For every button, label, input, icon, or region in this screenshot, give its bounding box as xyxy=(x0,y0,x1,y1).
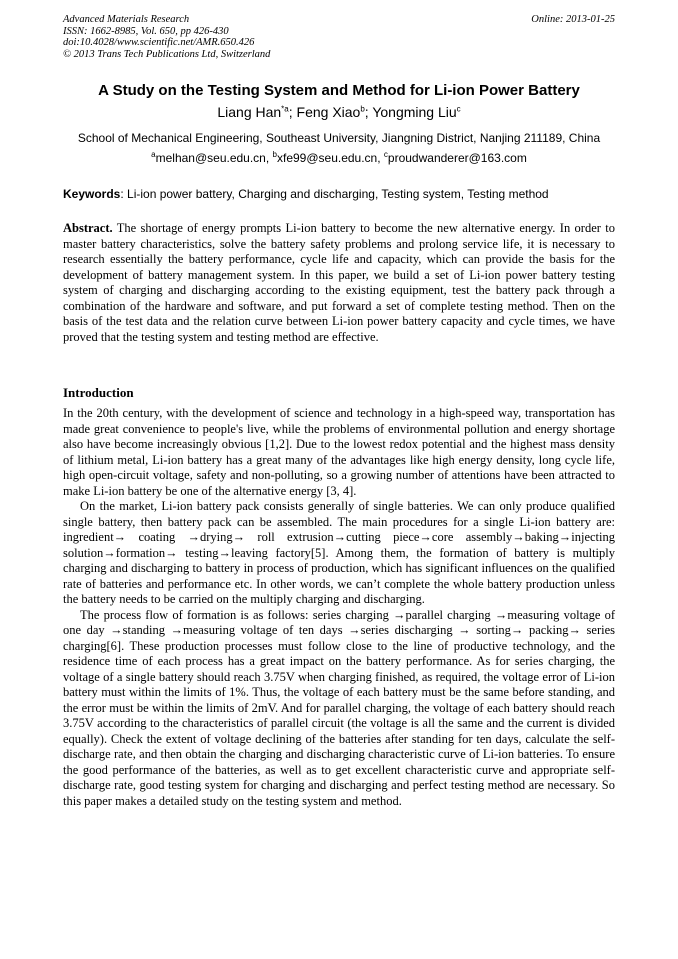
journal-header xyxy=(63,14,615,60)
issn-line: ISSN: 1662-8985, Vol. 650, pp 426-430 xyxy=(63,25,229,37)
email-separator: , xyxy=(377,151,384,165)
author-separator: ; xyxy=(364,104,373,120)
email-mark: c xyxy=(383,150,388,159)
email-mark: a xyxy=(151,150,156,159)
author-name: Feng Xiao xyxy=(296,104,361,120)
keywords xyxy=(63,186,615,202)
paragraph: On the market, Li-ion battery pack consists generally of single batteries. We can only produce qualified single battery, then battery pack can be assembled. The main procedures for a single Li-ion battery are: ingredient→ coating →drying→ roll extrusion→cutting piece→core assembly→baking→injecting solution→formation→ testing→leaving factory[5]. Among them, the formation of battery is multiply charging and discharging to battery in process of production, which has significant influences on the qualified rate of batteries and performance etc. In other words, we can’t complete the whole battery production unless the battery needs to be carried on the multiply charging and discharging. xyxy=(63,499,615,606)
copyright-line: © 2013 Trans Tech Publications Ltd, Switzerland xyxy=(63,48,271,60)
abstract-text: The shortage of energy prompts Li-ion battery to become the new alternative energy. In order to master battery characteristics, solve the battery safety problems and prolong service life, it is necessary to research essentially the battery performance, cycle life and capacity, which can provide the basis for the development of battery management system. In this paper, we build a set of Li-ion power battery testing system of charging and discharging according to the existing equipment, test the battery pack through a combination of the hardware and software, and put forward a set of complete testing method. Then on the basis of the test data and the relation curve between Li-ion power battery capacity and cycle times, we have proved that the testing system and testing method are effective. xyxy=(63,221,615,344)
paper-title: A Study on the Testing System and Method for Li-ion Power Battery xyxy=(98,82,580,99)
email-address: xfe99@seu.edu.cn xyxy=(276,151,378,165)
affiliation: School of Mechanical Engineering, Southeast University, Jiangning District, Nanjing 211189, China xyxy=(77,131,601,145)
introduction-body xyxy=(63,406,615,809)
author-list xyxy=(40,103,638,121)
paragraph: The process flow of formation is as follows: series charging →parallel charging →measuring voltage of one day →standing →measuring voltage of ten days →series discharging → sorting→ packing→ series charging[6]. These production processes must follow close to the line of productive technology, and the residence time of each process has a great impact on the battery performance. As for series charging, the voltage of a single battery should reach 3.75V when charging finished, as required, the voltage error of Li-ion battery must within the limits of 1%. Thus, the voltage of each battery must be the same before standing, and the error must be within the limits of 2mV. And for parallel charging, the voltage of each battery should reach 3.75V according to the characteristics of parallel circuit (the voltage is all the same and the current is divided equally). Check the extent of voltage declining of the batteries after standing for ten days, calculate the self-discharge rate, and then obtain the charging and discharging characteristic curve of Li-ion batteries. To ensure the good performance of the batteries, as well as to get excellent characteristic curve and appropriate self-discharge rate, good testing system for charging and discharging and perfect testing method are necessary. So this paper makes a detailed study on the testing system and method. xyxy=(63,607,615,808)
section-heading-introduction: Introduction xyxy=(63,385,134,400)
author-name: Yongming Liu xyxy=(372,104,457,120)
email-separator: , xyxy=(265,151,273,165)
author-name: Liang Han xyxy=(217,104,282,120)
author-mark: *a xyxy=(281,104,289,114)
email-list xyxy=(40,150,638,166)
keywords-text: : Li-ion power battery, Charging and discharging, Testing system, Testing method xyxy=(120,187,549,201)
doi-line: doi:10.4028/www.scientific.net/AMR.650.426 xyxy=(63,37,255,49)
abstract-label: Abstract. xyxy=(63,221,113,235)
author-mark: c xyxy=(456,104,461,114)
paragraph: In the 20th century, with the development of science and technology in a high-speed way, transportation has made great convenience to people's live, while the problems of environmental pollution and energy shortage also have become increasingly obvious [1,2]. Due to the lowest redox potential and the highest mass density of lithium metal, Li-ion battery has a great many of the advantages like high energy density, long cycle life, high open-circuit voltage, safety and non-polluting, so a growing number of attentions have been attracted to make Li-ion battery be one of the alternative energy [3, 4]. xyxy=(63,406,615,498)
online-date: Online: 2013-01-25 xyxy=(531,14,615,25)
email-address: melhan@seu.edu.cn xyxy=(155,151,266,165)
author-mark: b xyxy=(360,104,365,114)
email-address: proudwanderer@163.com xyxy=(387,151,527,165)
journal-name: Advanced Materials Research xyxy=(63,14,190,25)
author-separator: ; xyxy=(288,104,297,120)
abstract xyxy=(63,221,615,345)
keywords-label: Keywords xyxy=(63,187,121,201)
email-mark: b xyxy=(272,150,277,159)
